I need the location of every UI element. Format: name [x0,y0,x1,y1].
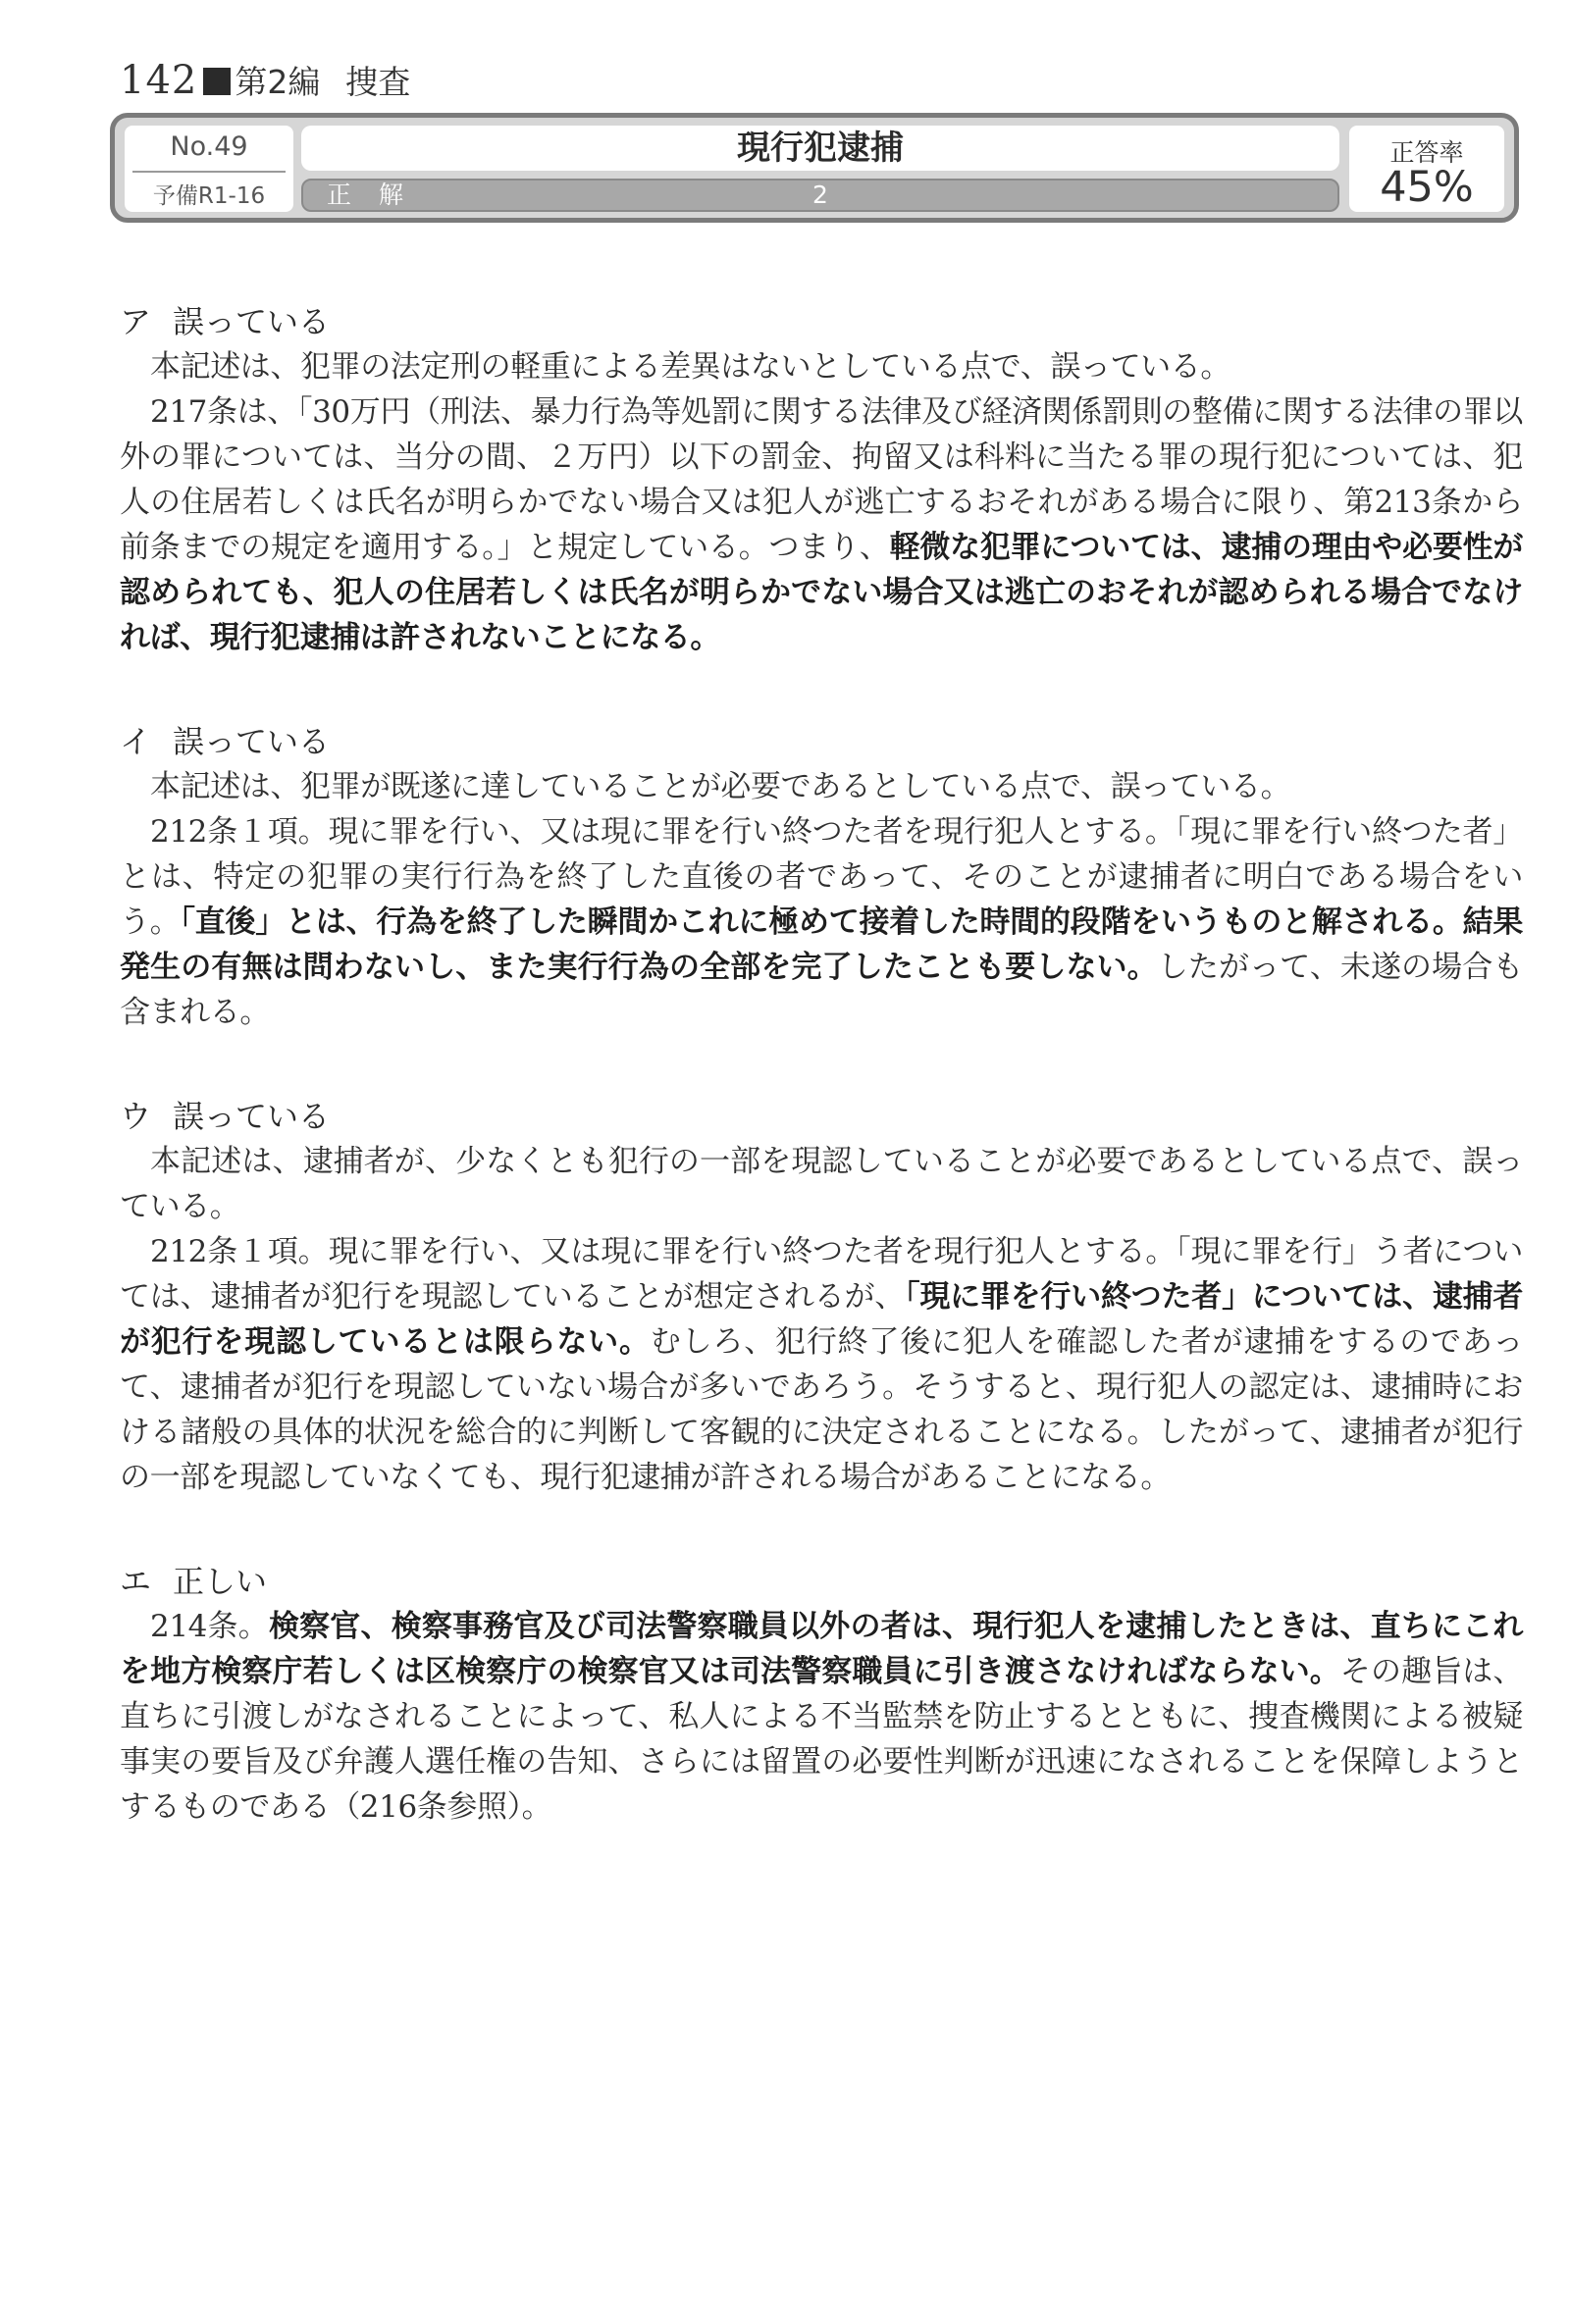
body-text: 本記述は、犯罪が既遂に達していることが必要であるとしている点で、誤っている。 [150,769,1291,804]
body-text: 本記述は、逮捕者が、少なくとも犯行の一部を現認していることが必要であるとしている点で、誤っている。 [120,1144,1523,1224]
square-mark-icon [203,68,231,95]
question-id-panel [125,126,293,212]
emphasized-text: 「直後」とは、行為を終了した瞬間かこれに極めて接着した時間的段階をいうものと解される。結果発生の有無は問わないし、また実行行為の全部を完了したことも要しない。 [120,904,1524,985]
emphasized-text: 軽微な犯罪については、逮捕の理由や必要性が認められても、犯人の住居若しくは氏名が明らかでない場合又は逃亡のおそれが認められる場合でなければ、現行犯逮捕は許されないことになる。 [120,530,1523,655]
correct-rate-panel [1349,126,1504,212]
body-text: 本記述は、犯罪の法定刑の軽重による差異はないとしている点で、誤っている。 [150,349,1230,385]
divider [132,171,286,173]
explanation-body [120,299,1523,1888]
emphasized-text: 検察官、検察事務官及び司法警察職員以外の者は、現行犯人を逮捕したときは、直ちにこれを地方検察庁若しくは区検察庁の検察官又は司法警察職員に引き渡さなければならない。 [120,1609,1523,1689]
question-number: No.49 [170,131,248,162]
running-head [120,57,410,106]
answer-label: 正 解 [327,181,413,209]
body-text: その趣旨は、直ちに引渡しがなされることによって、私人による不当監禁を防止するとともに、捜査機関による被疑事実の要旨及び弁護人選任権の告知、さらには留置の必要性判断が迅速になされることを保障しようとするものである（216条参照）。 [120,1654,1523,1825]
body-text: したがって、未遂の場合も含まれる。 [120,950,1523,1030]
explanation-section [120,1094,1523,1500]
section-mark: ウ [120,1098,152,1135]
chapter-label: 捜査 [345,63,411,101]
section-heading [120,1559,1523,1604]
section-mark: エ [120,1563,152,1600]
section-heading [120,719,1523,764]
body-text: 212条１項。現に罪を行い、又は現に罪を行い終つた者を現行犯人とする。「現に罪を行」う者については、逮捕者が犯行を現認していることが想定されるが、 [120,1234,1523,1315]
section-verdict: 誤っている [173,723,331,760]
body-paragraph [120,1139,1523,1229]
explanation-section [120,299,1523,660]
section-verdict: 正しい [173,1563,268,1600]
body-paragraph [120,344,1523,389]
body-paragraph [120,1604,1523,1830]
question-source: 予備R1-16 [152,183,266,209]
section-verdict: 誤っている [173,1098,331,1135]
question-title: 現行犯逮捕 [301,126,1339,171]
section-verdict: 誤っている [173,303,331,340]
page-number: 142 [120,58,198,103]
body-text: 217条は、「30万円（刑法、暴力行為等処罰に関する法律及び経済関係罰則の整備に関する法律の罪以外の罪については、当分の間、２万円）以下の罰金、拘留又は科料に当たる罪の現行犯については、犯人の住居若しくは氏名が明らかでない場合又は犯人が逃亡するおそれがある場合に限り、第213条から前条までの規定を適用する。」と規定している。つまり、 [120,394,1523,565]
body-paragraph [120,1229,1523,1500]
section-heading [120,299,1523,344]
part-label: 第2編 [235,63,321,101]
body-paragraph [120,809,1523,1035]
correct-rate-value: 45% [1380,163,1474,212]
answer-bar [301,179,1339,212]
body-text: 212条１項。現に罪を行い、又は現に罪を行い終つた者を現行犯人とする。「現に罪を行い終つた者」とは、特定の犯罪の実行行為を終了した直後の者であって、そのことが逮捕者に明白である場合をいう。 [120,814,1523,940]
question-header-box [110,113,1519,223]
emphasized-text: 「現に罪を行い終つた者」については、逮捕者が犯行を現認しているとは限らない。 [120,1279,1523,1360]
body-text: 214条。 [150,1609,269,1644]
section-heading [120,1094,1523,1139]
body-paragraph [120,389,1523,660]
body-text: むしろ、犯行終了後に犯人を確認した者が逮捕をするのであって、逮捕者が犯行を現認していない場合が多いであろう。そうすると、現行犯人の認定は、逮捕時における諸般の具体的状況を総合的に判断して客観的に決定されることになる。したがって、逮捕者が犯行の一部を現認していなくても、現行犯逮捕が許される場合があることになる。 [120,1324,1523,1495]
section-mark: ア [120,303,152,340]
body-paragraph [120,764,1523,809]
explanation-section [120,1559,1523,1830]
explanation-section [120,719,1523,1035]
answer-value: 2 [812,181,828,209]
section-mark: イ [120,723,152,760]
correct-rate-label: 正答率 [1389,138,1464,167]
